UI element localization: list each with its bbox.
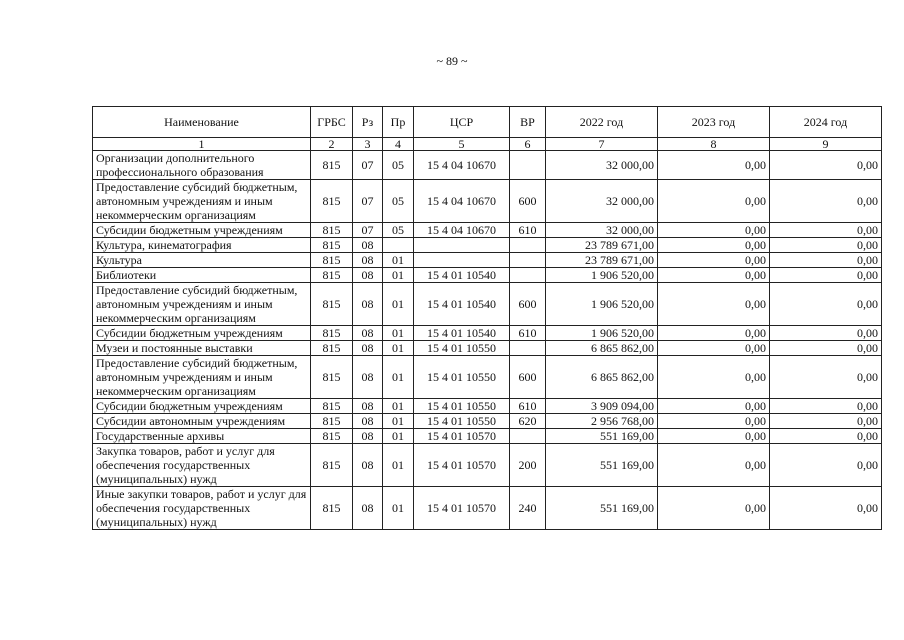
row-rz: 08 bbox=[353, 487, 383, 530]
row-grbs: 815 bbox=[311, 151, 353, 180]
table-row bbox=[93, 414, 882, 429]
row-pr: 01 bbox=[383, 399, 414, 414]
col-number: 1 bbox=[93, 138, 311, 151]
row-vr bbox=[510, 238, 546, 253]
row-pr: 01 bbox=[383, 429, 414, 444]
row-rz: 07 bbox=[353, 223, 383, 238]
row-2024: 0,00 bbox=[770, 341, 882, 356]
budget-table bbox=[92, 106, 882, 530]
row-2022: 1 906 520,00 bbox=[546, 268, 658, 283]
row-2023: 0,00 bbox=[658, 356, 770, 399]
table-row bbox=[93, 151, 882, 180]
row-2023: 0,00 bbox=[658, 238, 770, 253]
row-pr: 01 bbox=[383, 444, 414, 487]
row-grbs: 815 bbox=[311, 283, 353, 326]
row-pr: 05 bbox=[383, 151, 414, 180]
row-csr: 15 4 01 10550 bbox=[414, 341, 510, 356]
row-pr: 01 bbox=[383, 487, 414, 530]
row-rz: 07 bbox=[353, 151, 383, 180]
row-rz: 08 bbox=[353, 399, 383, 414]
table-row bbox=[93, 223, 882, 238]
row-vr bbox=[510, 429, 546, 444]
row-pr: 01 bbox=[383, 283, 414, 326]
row-2024: 0,00 bbox=[770, 356, 882, 399]
row-name: Культура bbox=[93, 253, 311, 268]
row-2023: 0,00 bbox=[658, 326, 770, 341]
row-csr: 15 4 01 10570 bbox=[414, 429, 510, 444]
row-pr: 01 bbox=[383, 341, 414, 356]
row-2023: 0,00 bbox=[658, 180, 770, 223]
row-2022: 6 865 862,00 bbox=[546, 356, 658, 399]
row-csr: 15 4 04 10670 bbox=[414, 223, 510, 238]
row-vr: 610 bbox=[510, 326, 546, 341]
row-rz: 07 bbox=[353, 180, 383, 223]
row-rz: 08 bbox=[353, 326, 383, 341]
row-2022: 32 000,00 bbox=[546, 180, 658, 223]
row-pr: 01 bbox=[383, 253, 414, 268]
row-name: Субсидии бюджетным учреждениям bbox=[93, 399, 311, 414]
row-2022: 32 000,00 bbox=[546, 151, 658, 180]
row-rz: 08 bbox=[353, 444, 383, 487]
table-row bbox=[93, 341, 882, 356]
row-csr: 15 4 01 10550 bbox=[414, 356, 510, 399]
row-2023: 0,00 bbox=[658, 341, 770, 356]
row-rz: 08 bbox=[353, 238, 383, 253]
row-vr: 600 bbox=[510, 283, 546, 326]
row-rz: 08 bbox=[353, 356, 383, 399]
row-vr bbox=[510, 253, 546, 268]
row-2022: 551 169,00 bbox=[546, 444, 658, 487]
table-row bbox=[93, 326, 882, 341]
row-2024: 0,00 bbox=[770, 253, 882, 268]
row-vr: 600 bbox=[510, 180, 546, 223]
row-csr: 15 4 01 10570 bbox=[414, 444, 510, 487]
row-vr: 620 bbox=[510, 414, 546, 429]
row-name: Субсидии автономным учреждениям bbox=[93, 414, 311, 429]
row-vr: 200 bbox=[510, 444, 546, 487]
row-2023: 0,00 bbox=[658, 429, 770, 444]
row-grbs: 815 bbox=[311, 444, 353, 487]
row-2024: 0,00 bbox=[770, 151, 882, 180]
col-number: 8 bbox=[658, 138, 770, 151]
row-2022: 551 169,00 bbox=[546, 429, 658, 444]
col-number: 3 bbox=[353, 138, 383, 151]
col-header-pr: Пр bbox=[383, 107, 414, 138]
col-number: 4 bbox=[383, 138, 414, 151]
row-2024: 0,00 bbox=[770, 238, 882, 253]
row-vr bbox=[510, 151, 546, 180]
row-2023: 0,00 bbox=[658, 283, 770, 326]
row-name: Организации дополнительного профессионального образования bbox=[93, 151, 311, 180]
row-csr: 15 4 01 10540 bbox=[414, 283, 510, 326]
row-name: Предоставление субсидий бюджетным, автономным учреждениям и иным некоммерческим организациям bbox=[93, 356, 311, 399]
row-csr: 15 4 01 10540 bbox=[414, 268, 510, 283]
row-2024: 0,00 bbox=[770, 268, 882, 283]
table-row bbox=[93, 253, 882, 268]
row-grbs: 815 bbox=[311, 487, 353, 530]
row-2022: 32 000,00 bbox=[546, 223, 658, 238]
row-name: Культура, кинематография bbox=[93, 238, 311, 253]
col-header-rz: Рз bbox=[353, 107, 383, 138]
row-2023: 0,00 bbox=[658, 268, 770, 283]
row-2023: 0,00 bbox=[658, 151, 770, 180]
row-2022: 551 169,00 bbox=[546, 487, 658, 530]
table-row bbox=[93, 356, 882, 399]
row-grbs: 815 bbox=[311, 180, 353, 223]
row-2024: 0,00 bbox=[770, 414, 882, 429]
row-2024: 0,00 bbox=[770, 326, 882, 341]
row-2023: 0,00 bbox=[658, 487, 770, 530]
row-2022: 2 956 768,00 bbox=[546, 414, 658, 429]
row-2024: 0,00 bbox=[770, 429, 882, 444]
col-header-2023: 2023 год bbox=[658, 107, 770, 138]
table-row bbox=[93, 444, 882, 487]
row-2023: 0,00 bbox=[658, 223, 770, 238]
row-grbs: 815 bbox=[311, 341, 353, 356]
row-name: Государственные архивы bbox=[93, 429, 311, 444]
col-number: 5 bbox=[414, 138, 510, 151]
row-rz: 08 bbox=[353, 268, 383, 283]
row-pr: 01 bbox=[383, 414, 414, 429]
row-grbs: 815 bbox=[311, 429, 353, 444]
row-grbs: 815 bbox=[311, 414, 353, 429]
row-grbs: 815 bbox=[311, 356, 353, 399]
row-pr: 01 bbox=[383, 326, 414, 341]
row-2024: 0,00 bbox=[770, 180, 882, 223]
table-row bbox=[93, 268, 882, 283]
row-csr: 15 4 04 10670 bbox=[414, 151, 510, 180]
row-vr: 600 bbox=[510, 356, 546, 399]
col-number: 2 bbox=[311, 138, 353, 151]
row-2022: 3 909 094,00 bbox=[546, 399, 658, 414]
row-name: Музеи и постоянные выставки bbox=[93, 341, 311, 356]
row-2023: 0,00 bbox=[658, 444, 770, 487]
table-row bbox=[93, 487, 882, 530]
row-csr: 15 4 01 10540 bbox=[414, 326, 510, 341]
row-csr: 15 4 01 10550 bbox=[414, 414, 510, 429]
row-2024: 0,00 bbox=[770, 399, 882, 414]
row-vr bbox=[510, 268, 546, 283]
row-grbs: 815 bbox=[311, 238, 353, 253]
row-name: Субсидии бюджетным учреждениям bbox=[93, 223, 311, 238]
row-name: Иные закупки товаров, работ и услуг для обеспечения государственных (муниципальных) нужд bbox=[93, 487, 311, 530]
row-csr bbox=[414, 253, 510, 268]
row-rz: 08 bbox=[353, 283, 383, 326]
col-number: 6 bbox=[510, 138, 546, 151]
col-header-2022: 2022 год bbox=[546, 107, 658, 138]
row-pr: 05 bbox=[383, 223, 414, 238]
row-2024: 0,00 bbox=[770, 487, 882, 530]
col-header-2024: 2024 год bbox=[770, 107, 882, 138]
page-number: ~ 89 ~ bbox=[436, 54, 468, 68]
row-rz: 08 bbox=[353, 429, 383, 444]
table-row bbox=[93, 180, 882, 223]
row-name: Предоставление субсидий бюджетным, автономным учреждениям и иным некоммерческим организациям bbox=[93, 283, 311, 326]
row-grbs: 815 bbox=[311, 399, 353, 414]
table-row bbox=[93, 238, 882, 253]
row-vr: 610 bbox=[510, 399, 546, 414]
column-number-row bbox=[93, 138, 882, 151]
row-pr bbox=[383, 238, 414, 253]
col-header-name: Наименование bbox=[93, 107, 311, 138]
row-grbs: 815 bbox=[311, 223, 353, 238]
row-vr: 610 bbox=[510, 223, 546, 238]
row-csr: 15 4 04 10670 bbox=[414, 180, 510, 223]
row-vr: 240 bbox=[510, 487, 546, 530]
row-2023: 0,00 bbox=[658, 399, 770, 414]
col-header-csr: ЦСР bbox=[414, 107, 510, 138]
col-header-vr: ВР bbox=[510, 107, 546, 138]
row-2022: 6 865 862,00 bbox=[546, 341, 658, 356]
row-pr: 05 bbox=[383, 180, 414, 223]
row-name: Предоставление субсидий бюджетным, автономным учреждениям и иным некоммерческим организациям bbox=[93, 180, 311, 223]
row-rz: 08 bbox=[353, 253, 383, 268]
row-2022: 23 789 671,00 bbox=[546, 238, 658, 253]
row-2022: 1 906 520,00 bbox=[546, 326, 658, 341]
row-csr: 15 4 01 10570 bbox=[414, 487, 510, 530]
row-rz: 08 bbox=[353, 414, 383, 429]
col-header-grbs: ГРБС bbox=[311, 107, 353, 138]
row-pr: 01 bbox=[383, 356, 414, 399]
row-pr: 01 bbox=[383, 268, 414, 283]
row-name: Библиотеки bbox=[93, 268, 311, 283]
col-number: 9 bbox=[770, 138, 882, 151]
table-row bbox=[93, 399, 882, 414]
row-vr bbox=[510, 341, 546, 356]
row-2023: 0,00 bbox=[658, 253, 770, 268]
table-row bbox=[93, 429, 882, 444]
row-name: Субсидии бюджетным учреждениям bbox=[93, 326, 311, 341]
row-2022: 1 906 520,00 bbox=[546, 283, 658, 326]
row-rz: 08 bbox=[353, 341, 383, 356]
row-2022: 23 789 671,00 bbox=[546, 253, 658, 268]
header-row bbox=[93, 107, 882, 138]
row-grbs: 815 bbox=[311, 326, 353, 341]
row-name: Закупка товаров, работ и услуг для обеспечения государственных (муниципальных) нужд bbox=[93, 444, 311, 487]
table-row bbox=[93, 283, 882, 326]
row-2024: 0,00 bbox=[770, 283, 882, 326]
row-2024: 0,00 bbox=[770, 444, 882, 487]
col-number: 7 bbox=[546, 138, 658, 151]
row-2023: 0,00 bbox=[658, 414, 770, 429]
row-grbs: 815 bbox=[311, 253, 353, 268]
row-csr: 15 4 01 10550 bbox=[414, 399, 510, 414]
row-2024: 0,00 bbox=[770, 223, 882, 238]
row-grbs: 815 bbox=[311, 268, 353, 283]
row-csr bbox=[414, 238, 510, 253]
